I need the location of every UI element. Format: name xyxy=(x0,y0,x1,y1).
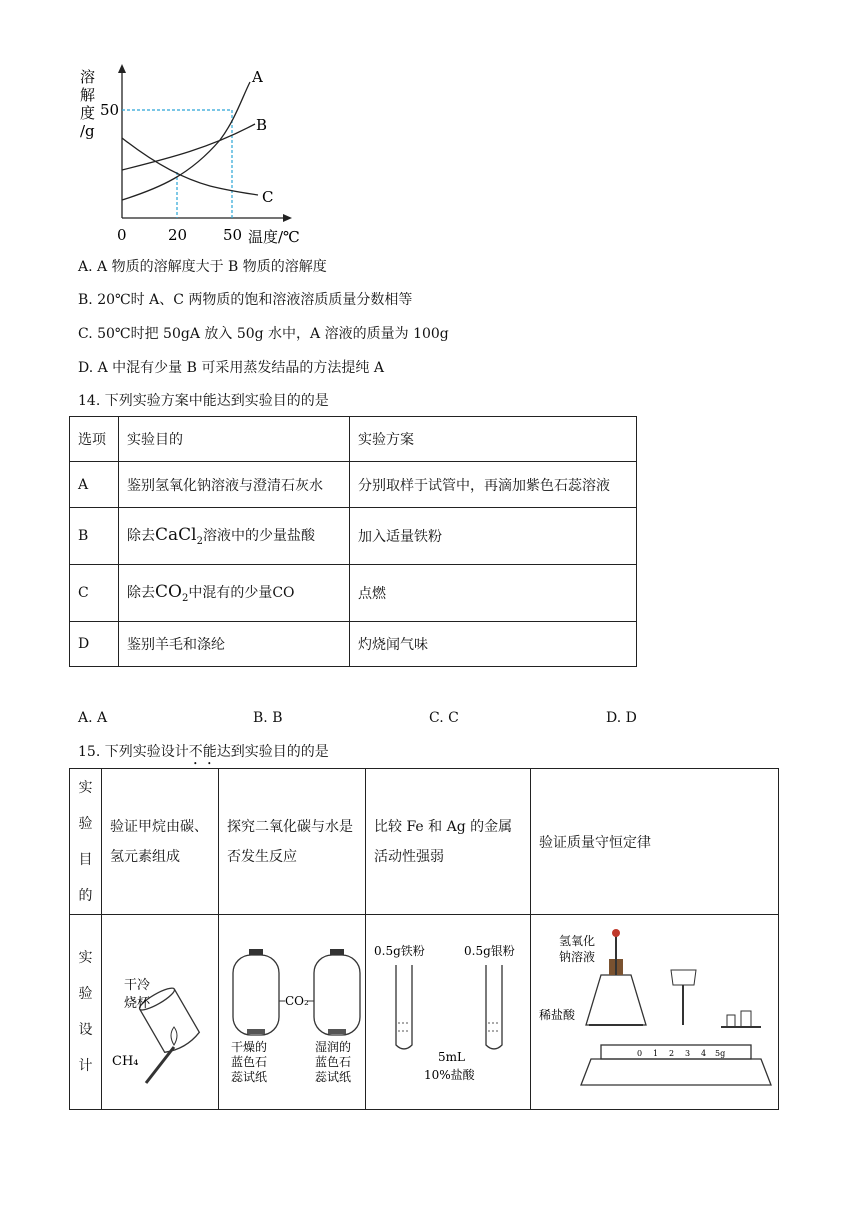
svg-text:0: 0 xyxy=(637,1049,643,1058)
q13-option-a: A. A 物质的溶解度大于 B 物质的溶解度 xyxy=(78,259,327,275)
q14-title: 14. 下列实验方案中能达到实验目的的是 xyxy=(78,393,329,409)
emphasis-text: 不能 xyxy=(188,744,217,760)
svg-text:蓝色石: 蓝色石 xyxy=(231,1055,268,1069)
svg-text:稀盐酸: 稀盐酸 xyxy=(539,1008,576,1022)
curve-label-b: B xyxy=(256,116,268,134)
row-option: D xyxy=(70,622,119,667)
co2-bottles-figure xyxy=(219,915,365,1105)
svg-text:5g: 5g xyxy=(715,1049,726,1058)
row-plan: 点燃 xyxy=(350,565,637,622)
goal-1: 验证甲烷由碳、氢元素组成 xyxy=(102,769,219,915)
q14-choice-d: D. D xyxy=(606,710,637,726)
header-goal: 实验目的 xyxy=(119,417,350,462)
q13-option-d: D. A 中混有少量 B 可采用蒸发结晶的方法提纯 A xyxy=(78,360,384,376)
svg-text:0.5g银粉: 0.5g银粉 xyxy=(464,944,515,958)
row-goal: 鉴别氢氧化钠溶液与澄清石灰水 xyxy=(119,462,350,508)
table-row xyxy=(70,462,637,508)
table-row xyxy=(70,565,637,622)
svg-text:氢氧化: 氢氧化 xyxy=(559,934,596,948)
svg-text:烧杯: 烧杯 xyxy=(124,996,151,1011)
header-option: 选项 xyxy=(70,417,119,462)
balance-figure xyxy=(531,915,777,1105)
q14-choice-a: A. A xyxy=(78,710,108,726)
row-goal: 除去$CO_2$中混有的少量CO xyxy=(119,565,350,622)
design-2 xyxy=(219,915,366,1110)
q13-option-b: B. 20℃时 A、C 两物质的饱和溶液溶质质量分数相等 xyxy=(78,292,413,308)
table-row xyxy=(70,622,637,667)
q15-title: 15. 下列实验设计不能达到实验目的的是 xyxy=(78,744,329,760)
row-plan: 分别取样于试管中，再滴加紫色石蕊溶液 xyxy=(350,462,637,508)
design-1 xyxy=(102,915,219,1110)
q14-table xyxy=(69,416,637,667)
q14-choice-c: C. C xyxy=(429,710,459,726)
table-row xyxy=(70,769,779,915)
y-label-1: 溶 xyxy=(80,68,96,86)
row-goal: 鉴别羊毛和涤纶 xyxy=(119,622,350,667)
metal-acid-figure xyxy=(366,915,530,1105)
svg-text:3: 3 xyxy=(685,1049,691,1058)
svg-text:2: 2 xyxy=(669,1049,675,1058)
x-tick-20: 20 xyxy=(168,226,188,244)
svg-text:蓝色石: 蓝色石 xyxy=(315,1055,352,1069)
table-row xyxy=(70,915,779,1110)
x-tick-0: 0 xyxy=(117,226,127,244)
goal-4: 验证质量守恒定律 xyxy=(531,769,779,915)
y-label-3: 度 xyxy=(80,104,96,122)
row-option: B xyxy=(70,508,119,565)
svg-text:干燥的: 干燥的 xyxy=(231,1040,268,1054)
header-plan: 实验方案 xyxy=(350,417,637,462)
row-goal: 除去CaCl$_2$溶液中的少量盐酸 xyxy=(119,508,350,565)
svg-text:干冷: 干冷 xyxy=(124,978,151,993)
row-option: C xyxy=(70,565,119,622)
row-header-design: 实 验 设 计 xyxy=(70,915,102,1110)
row-header-goal: 实 验 目 的 xyxy=(70,769,102,915)
x-label: 温度/℃ xyxy=(248,228,300,246)
svg-text:CH₄: CH₄ xyxy=(112,1054,139,1069)
svg-text:4: 4 xyxy=(701,1049,707,1058)
svg-text:蕊试纸: 蕊试纸 xyxy=(315,1070,352,1084)
methane-burning-figure xyxy=(102,915,218,1105)
curve-label-c: C xyxy=(262,188,274,206)
q13-option-c: C. 50℃时把 50gA 放入 50g 水中，A 溶液的质量为 100g xyxy=(78,326,449,342)
q14-choice-b: B. B xyxy=(253,710,283,726)
svg-text:湿润的: 湿润的 xyxy=(315,1040,352,1054)
goal-2: 探究二氧化碳与水是否发生反应 xyxy=(219,769,366,915)
table-row xyxy=(70,508,637,565)
svg-text:钠溶液: 钠溶液 xyxy=(559,950,596,964)
curve-label-a: A xyxy=(252,68,263,86)
x-tick-50: 50 xyxy=(223,226,243,244)
y-tick-50: 50 xyxy=(100,101,120,119)
design-4 xyxy=(531,915,779,1110)
design-3 xyxy=(366,915,531,1110)
goal-3: 比较 Fe 和 Ag 的金属活动性强弱 xyxy=(366,769,531,915)
table-header-row xyxy=(70,417,637,462)
solubility-graph xyxy=(70,60,310,250)
y-label-4: /g xyxy=(80,122,95,140)
y-label-2: 解 xyxy=(80,86,96,104)
svg-text:1: 1 xyxy=(653,1049,659,1058)
svg-text:5mL: 5mL xyxy=(438,1050,465,1064)
svg-text:CO₂: CO₂ xyxy=(285,994,309,1008)
row-plan: 加入适量铁粉 xyxy=(350,508,637,565)
row-plan: 灼烧闻气味 xyxy=(350,622,637,667)
svg-text:10%盐酸: 10%盐酸 xyxy=(424,1068,475,1082)
row-option: A xyxy=(70,462,119,508)
svg-text:蕊试纸: 蕊试纸 xyxy=(231,1070,268,1084)
svg-text:0.5g铁粉: 0.5g铁粉 xyxy=(374,944,425,958)
q15-table xyxy=(69,768,779,1110)
